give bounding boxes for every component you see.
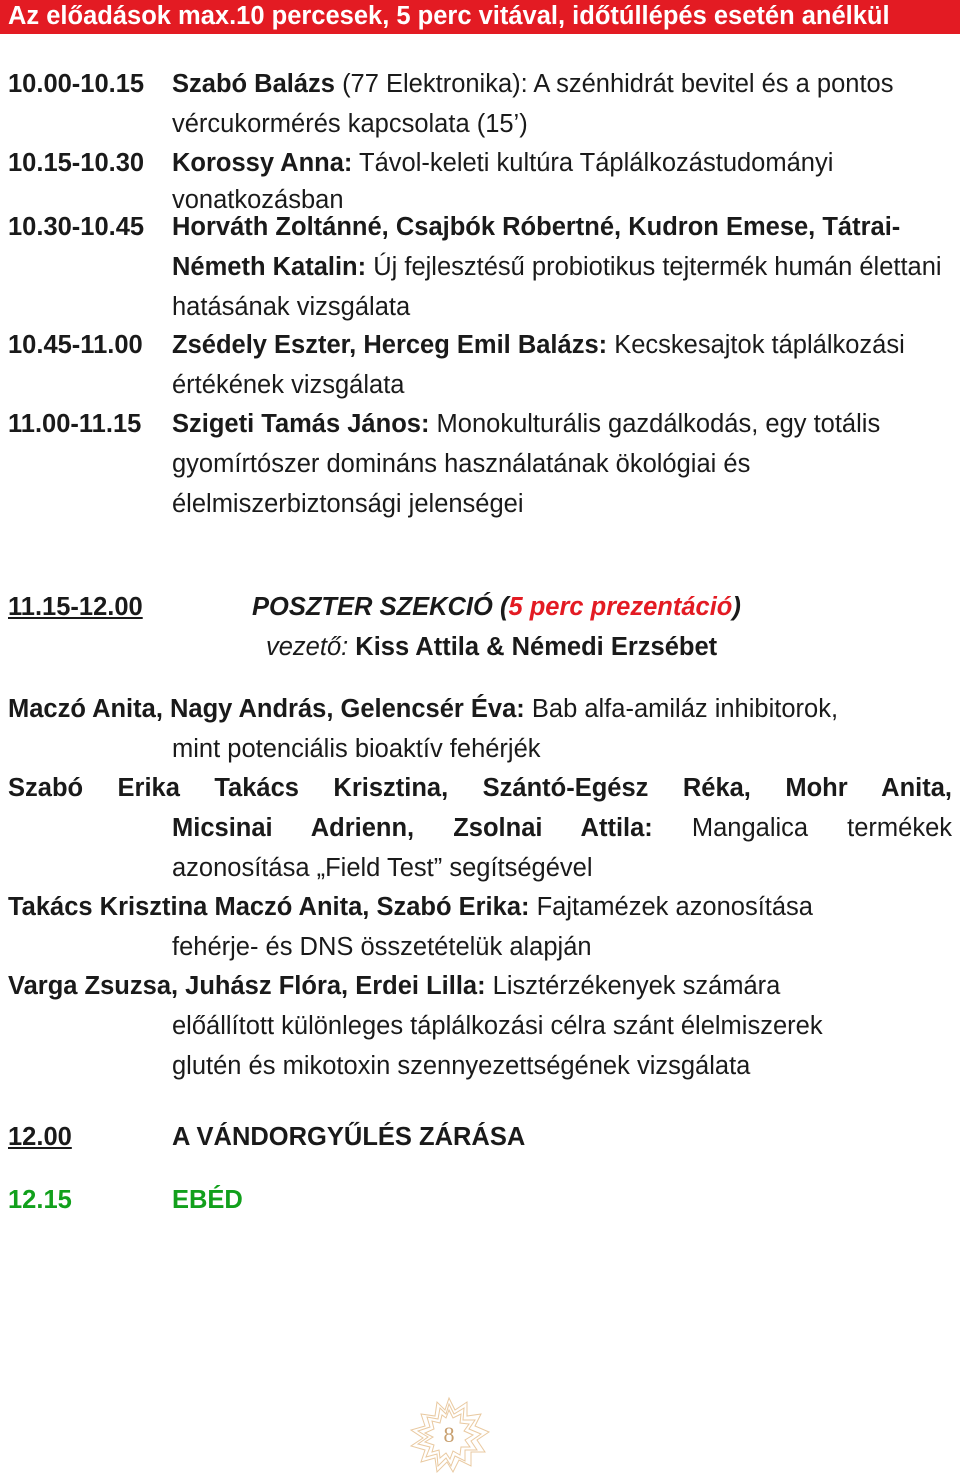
poster-title: Fajtamézek azonosítása — [529, 893, 813, 921]
talk-title: Távol-keleti kultúra Táplálkozástudományi vonatkozásban — [172, 149, 834, 214]
poster-title: Mangalica termékek — [652, 814, 953, 842]
lunch-label: EBÉD — [172, 1186, 243, 1214]
poster-entry — [8, 966, 952, 1086]
poster-session-close: ) — [732, 593, 741, 621]
talk-title: Kecskesajtok táplálkozási értékének vizsgálata — [172, 331, 905, 399]
poster-authors: Maczó Anita, Nagy András, Gelencsér Éva: — [8, 695, 525, 723]
page-number-text: 8 — [443, 1422, 455, 1447]
leader-names: Kiss Attila & Némedi Erzsébet — [348, 633, 718, 661]
talk-authors: Horváth Zoltánné, Csajbók Róbertné, Kudron Emese, Tátrai-Németh Katalin: — [172, 213, 901, 281]
poster-title-cont: azonosítása „Field Test” segítségével — [172, 854, 593, 882]
talk-time: 10.00-10.15 — [8, 70, 145, 98]
talk-title: (77 Elektronika): A szénhidrát bevitel és a pontos vércukormérés kapcsolata (15’) — [172, 70, 894, 138]
poster-session-time: 11.15-12.00 — [8, 593, 143, 621]
session-leaders — [266, 627, 717, 667]
poster-title-cont: előállított különleges táplálkozási célra szánt élelmiszerek glutén és mikotoxin szennyezettségének vizsgálata — [172, 1012, 823, 1080]
poster-title: Bab alfa-amiláz inhibitorok, — [524, 695, 839, 723]
closing-time: 12.00 — [8, 1123, 72, 1151]
leader-role: vezető: — [266, 633, 349, 661]
poster-title: Lisztérzékenyek számára — [485, 972, 781, 1000]
lunch-time: 12.15 — [8, 1186, 72, 1214]
talk-authors: Zsédely Eszter, Herceg Emil Balázs: — [172, 331, 608, 359]
talk-time: 10.45-11.00 — [8, 331, 143, 359]
talk-time: 10.30-10.45 — [8, 213, 145, 241]
talk-time: 11.00-11.15 — [8, 410, 142, 438]
poster-authors: Szabó Erika Takács Krisztina, Szántó-Egész Réka, Mohr Anita, — [8, 774, 952, 802]
talk-authors: Korossy Anna: — [172, 149, 353, 177]
poster-session-title — [252, 587, 741, 627]
talk-title: Új fejlesztésű probiotikus tejtermék humán élettani hatásának vizsgálata — [172, 253, 942, 321]
poster-session-note: 5 perc prezentáció — [508, 593, 733, 621]
talk-authors: Szigeti Tamás János: — [172, 410, 430, 438]
talk-entry — [8, 404, 948, 524]
talk-entry — [8, 325, 948, 405]
closing-label: A VÁNDORGYŰLÉS ZÁRÁSA — [172, 1123, 526, 1151]
poster-authors: Varga Zsuzsa, Juhász Flóra, Erdei Lilla: — [8, 972, 486, 1000]
poster-entry — [8, 887, 952, 967]
talk-authors: Szabó Balázs — [172, 70, 335, 98]
talk-entry — [8, 64, 948, 144]
poster-entry — [8, 768, 952, 888]
talk-title: Monokulturális gazdálkodás, egy totális gyomírtószer domináns használatának ökológiai és élelmiszerbiztonsági jelenségei — [172, 410, 881, 518]
page-number — [403, 1396, 495, 1476]
talk-entry — [8, 207, 948, 327]
poster-entry — [8, 689, 952, 769]
talk-time: 10.15-10.30 — [8, 149, 145, 177]
poster-session-label: POSZTER SZEKCIÓ ( — [252, 593, 509, 621]
time-limit-banner: Az előadások max.10 percesek, 5 perc vitával, időtúllépés esetén anélkül — [0, 0, 960, 34]
poster-title-cont: fehérje- és DNS összetételük alapján — [172, 933, 592, 961]
poster-authors: Takács Krisztina Maczó Anita, Szabó Erika: — [8, 893, 530, 921]
poster-authors-cont: Micsinai Adrienn, Zsolnai Attila: — [172, 814, 653, 842]
poster-title-cont: mint potenciális bioaktív fehérjék — [172, 735, 541, 763]
